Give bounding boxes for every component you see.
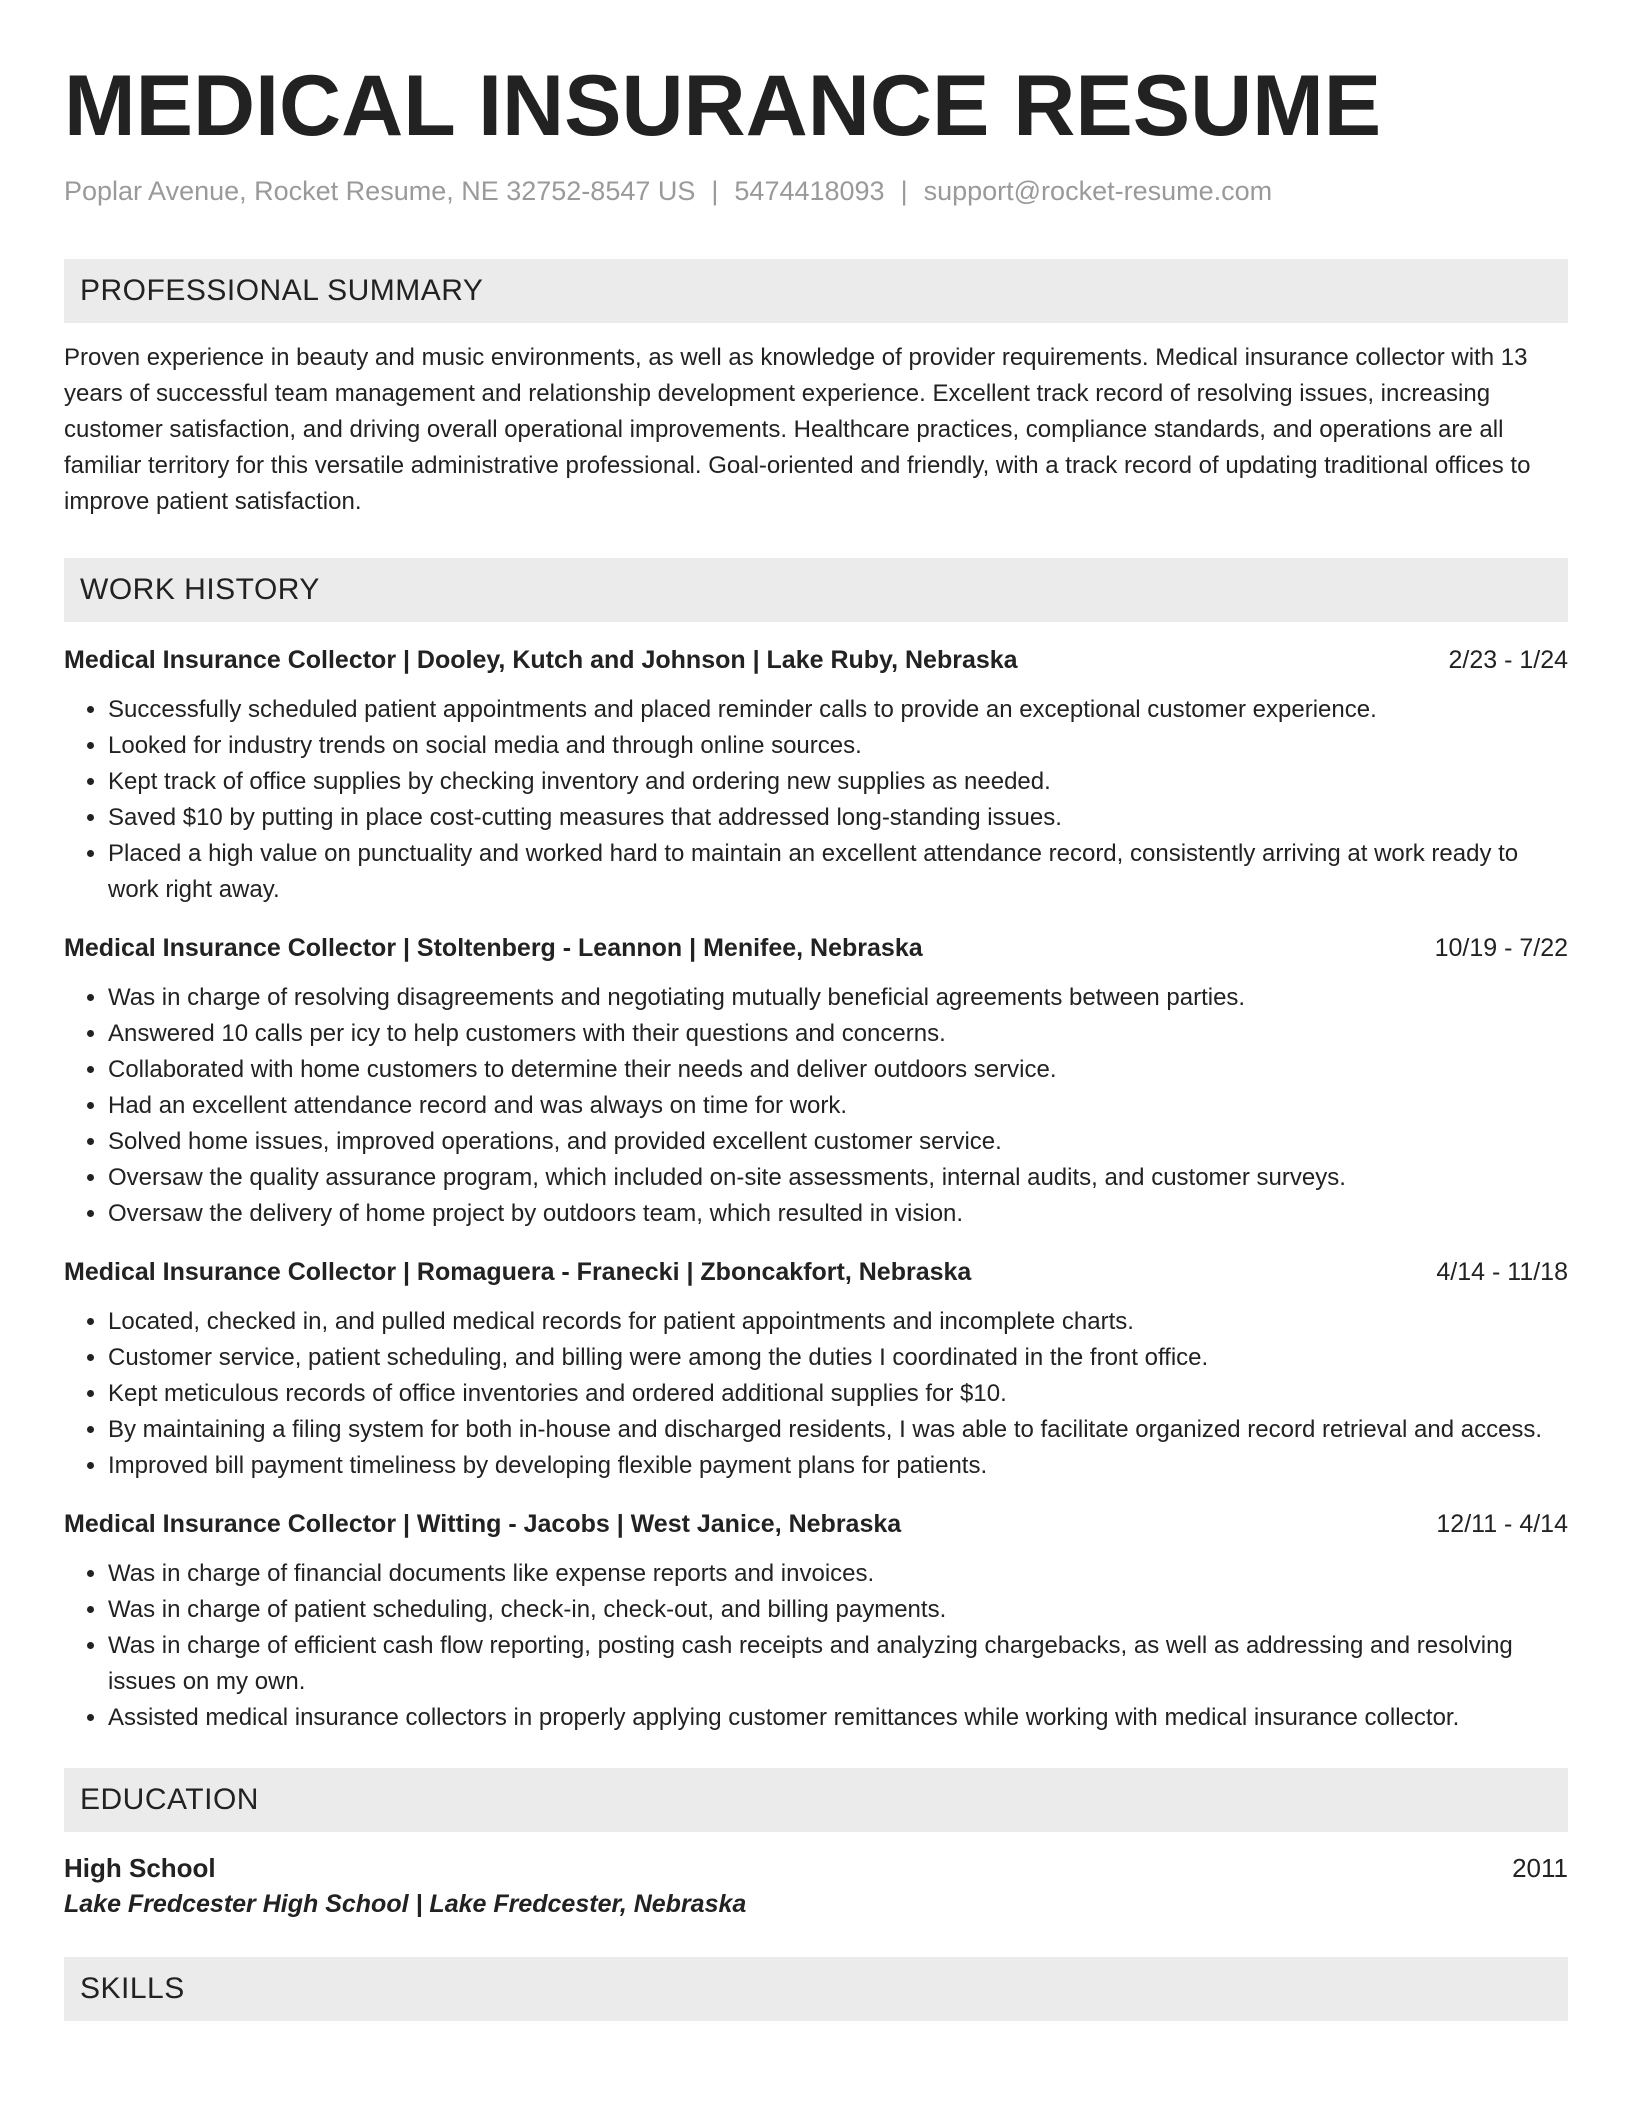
list-item: • Located, checked in, and pulled medical records for patient appointments and incomplete charts. [108, 1304, 1568, 1340]
job-header [64, 930, 1568, 966]
work-history-list [64, 642, 1568, 1736]
list-item: • Was in charge of patient scheduling, check-in, check-out, and billing payments. [108, 1592, 1568, 1628]
section-header-skills [64, 1957, 1568, 2021]
education-school: Lake Fredcester High School | Lake Fredcester, Nebraska [64, 1890, 747, 1918]
job-title: Medical Insurance Collector | Dooley, Kutch and Johnson | Lake Ruby, Nebraska [64, 646, 1018, 674]
section-title: EDUCATION [80, 1783, 259, 1816]
job-bullets [64, 1556, 1568, 1736]
job-dates: 12/11 - 4/14 [1436, 1510, 1568, 1538]
education-year: 2011 [1512, 1853, 1568, 1883]
list-item: • Assisted medical insurance collectors in properly applying customer remittances while working with medical insurance collector. [108, 1700, 1568, 1736]
contact-separator: | [900, 176, 908, 206]
list-item: • Oversaw the quality assurance program, which included on-site assessments, internal audits, and customer surveys. [108, 1160, 1568, 1196]
list-item: • Collaborated with home customers to determine their needs and deliver outdoors service. [108, 1052, 1568, 1088]
resume-title: MEDICAL INSURANCE RESUME [64, 58, 1382, 154]
list-item: • Placed a high value on punctuality and worked hard to maintain an excellent attendance record, consistently arriving at work ready to work right away. [108, 836, 1568, 908]
section-header-summary [64, 259, 1568, 323]
job-title: Medical Insurance Collector | Witting - Jacobs | West Janice, Nebraska [64, 1510, 902, 1538]
list-item: • Was in charge of resolving disagreements and negotiating mutually beneficial agreements between parties. [108, 980, 1568, 1016]
job-dates: 2/23 - 1/24 [1448, 646, 1568, 674]
contact-address: Poplar Avenue, Rocket Resume, NE 32752-8547 US [64, 176, 696, 206]
job-entry [64, 642, 1568, 908]
section-title: SKILLS [80, 1972, 185, 2005]
job-entry [64, 1254, 1568, 1484]
list-item: • Was in charge of financial documents like expense reports and invoices. [108, 1556, 1568, 1592]
section-header-work-history [64, 558, 1568, 622]
list-item: • Successfully scheduled patient appointments and placed reminder calls to provide an exceptional customer experience. [108, 692, 1568, 728]
list-item: • Customer service, patient scheduling, and billing were among the duties I coordinated in the front office. [108, 1340, 1568, 1376]
job-header [64, 642, 1568, 678]
job-bullets [64, 1304, 1568, 1484]
contact-separator: | [711, 176, 719, 206]
list-item: • Kept track of office supplies by checking inventory and ordering new supplies as needed. [108, 764, 1568, 800]
job-header [64, 1254, 1568, 1290]
contact-phone: 5474418093 [734, 176, 885, 206]
list-item: • Looked for industry trends on social media and through online sources. [108, 728, 1568, 764]
education-degree: High School [64, 1853, 216, 1883]
job-title: Medical Insurance Collector | Stoltenberg - Leannon | Menifee, Nebraska [64, 934, 923, 962]
list-item: • Saved $10 by putting in place cost-cutting measures that addressed long-standing issues. [108, 800, 1568, 836]
contact-line [64, 176, 1568, 207]
job-entry [64, 930, 1568, 1232]
education-entry [64, 1850, 1568, 1886]
section-title: PROFESSIONAL SUMMARY [80, 274, 484, 307]
section-header-education [64, 1768, 1568, 1832]
job-entry [64, 1506, 1568, 1736]
section-title: WORK HISTORY [80, 573, 320, 606]
summary-text: Proven experience in beauty and music environments, as well as knowledge of provider requirements. Medical insurance collector with 13 years of successful team management and relationship development experience. Excellent track record of resolving issues, increasing customer satisfaction, and driving overall operational improvements. Healthcare practices, compliance standards, and operations are all familiar territory for this versatile administrative professional. Goal-oriented and friendly, with a track record of updating traditional offices to improve patient satisfaction. [64, 344, 1531, 515]
job-dates: 10/19 - 7/22 [1434, 934, 1568, 962]
list-item: • Answered 10 calls per icy to help customers with their questions and concerns. [108, 1016, 1568, 1052]
list-item: • Solved home issues, improved operations, and provided excellent customer service. [108, 1124, 1568, 1160]
job-bullets [64, 980, 1568, 1232]
job-bullets [64, 692, 1568, 908]
list-item: • Was in charge of efficient cash flow reporting, posting cash receipts and analyzing chargebacks, as well as addressing and resolving issues on my own. [108, 1628, 1568, 1700]
job-header [64, 1506, 1568, 1542]
list-item: • Improved bill payment timeliness by developing flexible payment plans for patients. [108, 1448, 1568, 1484]
job-dates: 4/14 - 11/18 [1436, 1258, 1568, 1286]
list-item: • Kept meticulous records of office inventories and ordered additional supplies for $10. [108, 1376, 1568, 1412]
contact-email: support@rocket-resume.com [923, 176, 1273, 206]
list-item: • Had an excellent attendance record and was always on time for work. [108, 1088, 1568, 1124]
list-item: • Oversaw the delivery of home project by outdoors team, which resulted in vision. [108, 1196, 1568, 1232]
job-title: Medical Insurance Collector | Romaguera - Franecki | Zboncakfort, Nebraska [64, 1258, 972, 1286]
list-item: • By maintaining a filing system for both in-house and discharged residents, I was able to facilitate organized record retrieval and access. [108, 1412, 1568, 1448]
